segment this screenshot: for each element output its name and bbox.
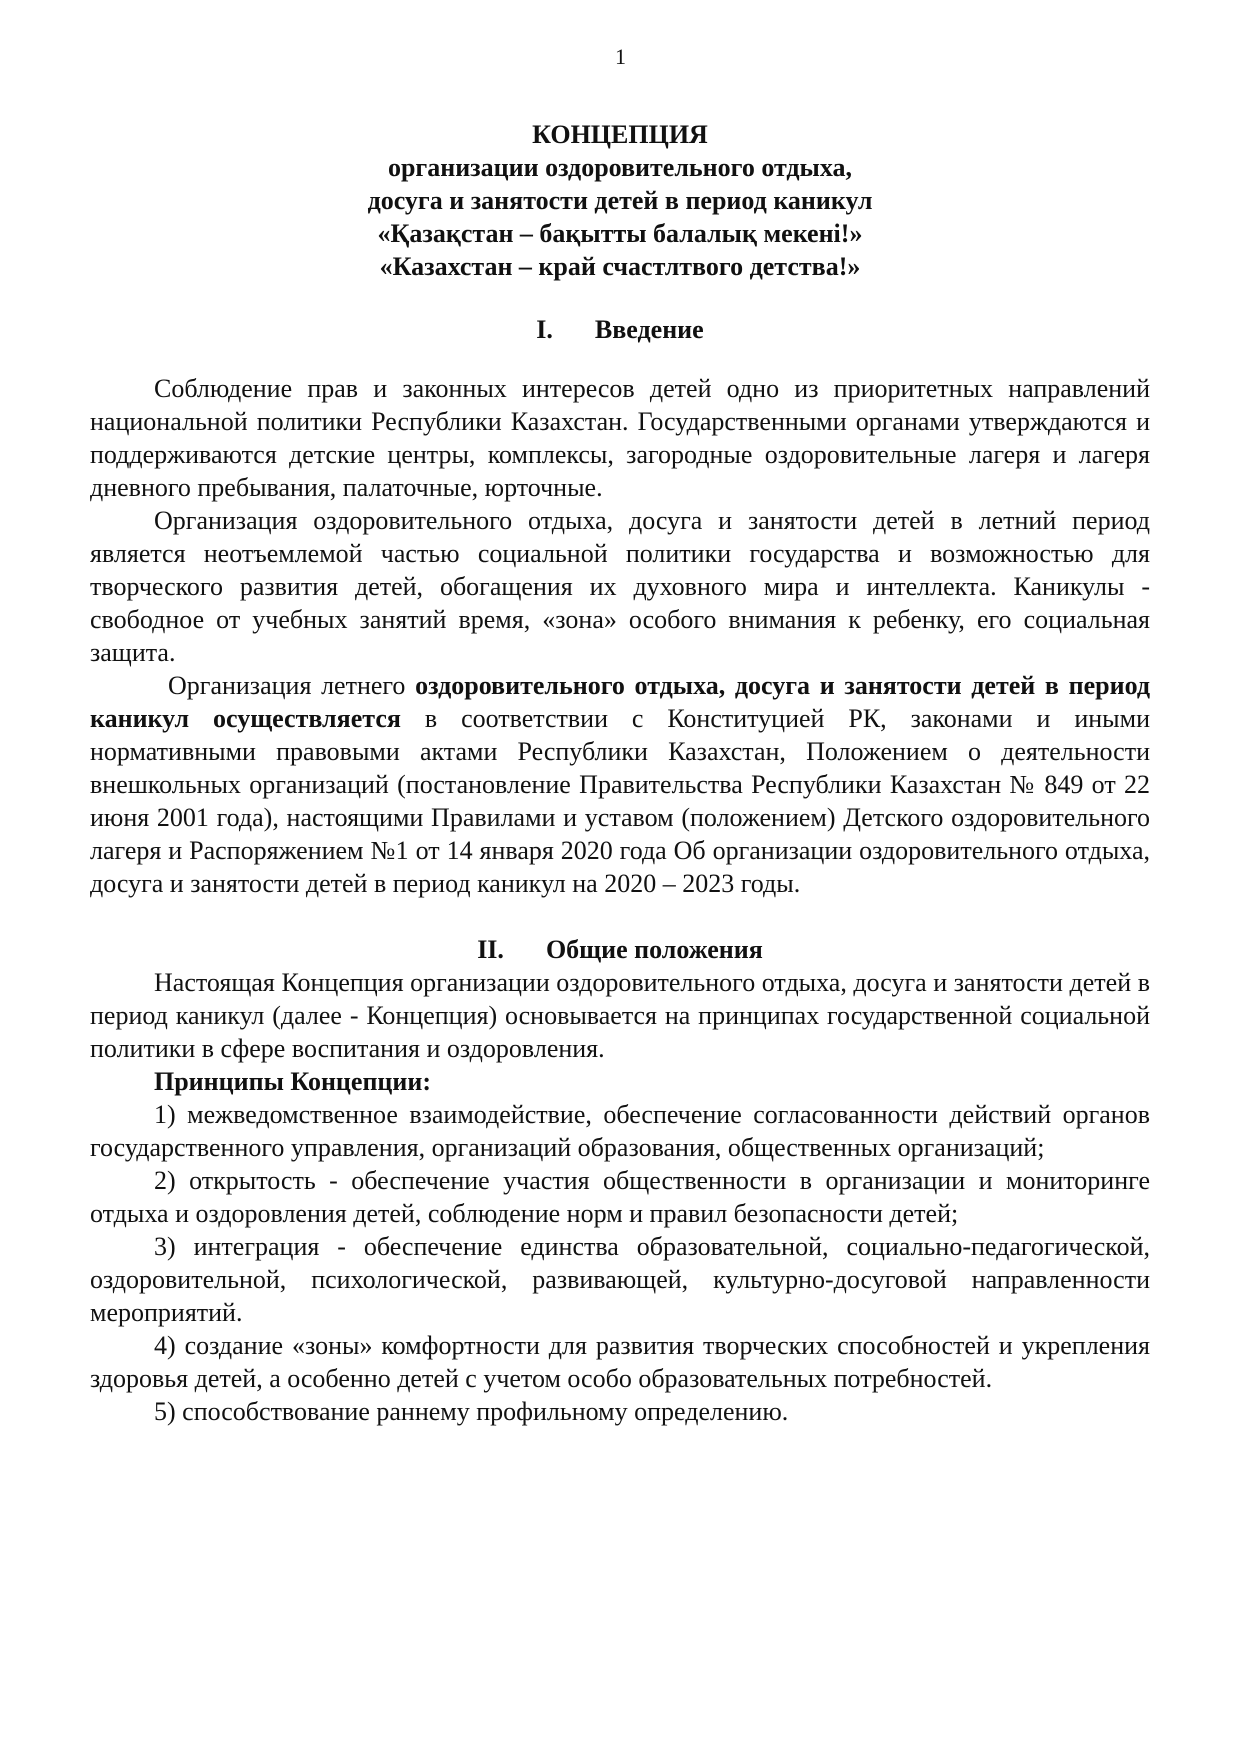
paragraph-text: Организация летнего: [168, 671, 416, 700]
document-body: [90, 118, 1150, 1428]
page-number: 1: [615, 44, 626, 69]
principle-item: 1) межведомственное взаимодействие, обеспечение согласованности действий органов государственного управления, организаций образования, общественных организаций;: [90, 1100, 1150, 1162]
principle-item: 3) интеграция - обеспечение единства образовательной, социально-педагогической, оздоровительной, психологической, развивающей, культурно-досуговой направленности мероприятий.: [90, 1232, 1150, 1327]
section-heading-general-provisions: [90, 933, 1150, 966]
paragraph-text: в соответствии с Конституцией РК, законами и иными нормативными правовыми актами Республики Казахстан, Положением о деятельности внешкольных организаций (постановление Правительства Республики Казахстан № 849 от 22 июня 2001 года), настоящими Правилами и уставом (положением) Детского оздоровительного лагеря и Распоряжением №1 от 14 января 2020 года Об организации оздоровительного отдыха, досуга и занятости детей в период каникул на 2020 – 2023 годы.: [90, 704, 1150, 898]
paragraph: Настоящая Концепция организации оздоровительного отдыха, досуга и занятости детей в период каникул (далее - Концепция) основывается на принципах государственной социальной политики в сфере воспитания и оздоровления.: [90, 968, 1150, 1063]
principle-item: 2) открытость - обеспечение участия общественности в организации и мониторинге отдыха и оздоровления детей, соблюдение норм и правил безопасности детей;: [90, 1166, 1150, 1228]
principle-item: 4) создание «зоны» комфортности для развития творческих способностей и укрепления здоровья детей, а особенно детей с учетом особо образовательных потребностей.: [90, 1331, 1150, 1393]
section-heading-introduction: [90, 313, 1150, 346]
title-line-1: КОНЦЕПЦИЯ: [532, 120, 708, 149]
section-number: II.: [477, 935, 504, 964]
title-line-3: досуга и занятости детей в период каникул: [367, 186, 873, 215]
paragraph: Организация оздоровительного отдыха, досуга и занятости детей в летний период является неотъемлемой частью социальной политики государства и возможностью для творческого развития детей, обогащения их духовного мира и интеллекта. Каникулы - свободное от учебных занятий время, «зона» особого внимания к ребенку, его социальная защита.: [90, 506, 1150, 667]
title-line-4: «Қазақстан – бақытты балалық мекені!»: [377, 219, 863, 248]
title-line-5: «Казахстан – край счастлтвого детства!»: [379, 252, 861, 281]
principle-item: 5) способствование раннему профильному определению.: [154, 1397, 789, 1426]
paragraph-bold-text: оздоровительного отдыха, досуга и занятости детей в период каникул осуществляется: [90, 671, 1150, 733]
paragraph: Соблюдение прав и законных интересов детей одно из приоритетных направлений национальной политики Республики Казахстан. Государственными органами утверждаются и поддерживаются детские центры, комплексы, загородные оздоровительные лагеря и лагеря дневного пребывания, палаточные, юрточные.: [90, 374, 1150, 502]
section-number: I.: [536, 315, 553, 344]
section-title: Введение: [594, 315, 704, 344]
section-title: Общие положения: [545, 935, 763, 964]
paragraph: [90, 669, 1150, 900]
title-line-2: организации оздоровительного отдыха,: [387, 153, 853, 182]
document-title: [90, 118, 1150, 283]
principles-label: Принципы Концепции:: [154, 1067, 432, 1096]
